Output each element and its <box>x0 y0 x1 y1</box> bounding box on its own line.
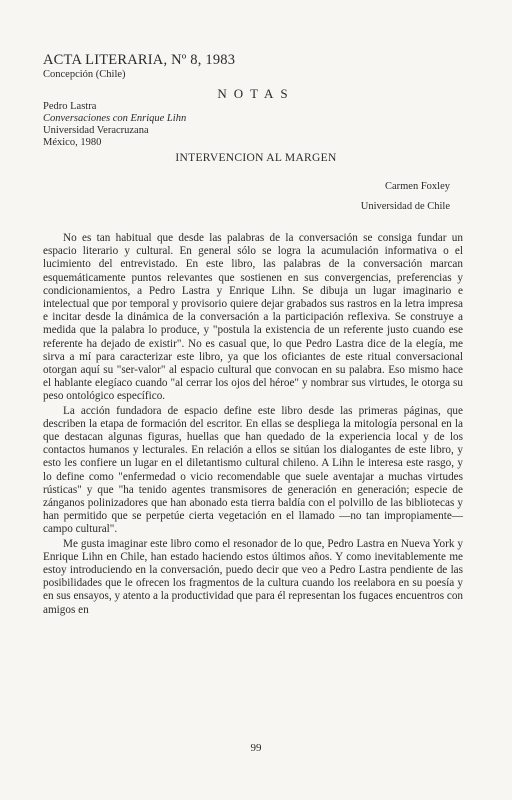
section-title: NOTAS <box>217 86 295 101</box>
page-number: 99 <box>250 742 262 754</box>
reference-author: Pedro Lastra <box>43 101 97 112</box>
journal-place: Concepción (Chile) <box>43 69 126 80</box>
article-title: INTERVENCION AL MARGEN <box>175 152 337 164</box>
reference-book: Conversaciones con Enrique Lihn <box>43 113 187 124</box>
paragraph: No es tan habitual que desde las palabras de la conversación se consiga fundar un espacio literario y cultural. En general sólo se logra la acumulación informativa o el lucimiento del entrevistado. En este libro, las palabras de la conversación marcan esquemáticamente puntos relevantes que sostienen en sus convergencias, preferencias y condicionamientos, a Pedro Lastra y Enrique Lihn. Se dibuja un lugar imaginario e intelectual que por temporal y provisorio quiere dejar grabados sus rastros en la letra impresa e incitar desde la dinámica de la conversación a la participación reflexiva. Se construye a medida que la palabra lo produce, y "postula la existencia de un referente justo cuando ese referente ha dejado de existir". No es casual que, lo que Pedro Lastra dice de la elegía, me sirva a mí para caracterizar este libro, ya que los oficiantes de este ritual conversacional otorgan aquí su "ser-valor" al espacio cultural que convocan en su palabra. Eso mismo hace el hablante elegíaco cuando "al cerrar los ojos del héroe" y nombrar sus virtudes, le otorga su peso ontológico específico. <box>43 232 463 403</box>
article-affiliation: Universidad de Chile <box>360 201 450 212</box>
article-author: Carmen Foxley <box>384 181 450 192</box>
reference-publisher: Universidad Veracruzana <box>43 125 149 136</box>
paragraph: Me gusta imaginar este libro como el resonador de lo que, Pedro Lastra en Nueva York y Enrique Lihn en Chile, han estado haciendo estos últimos años. Y como inevitablemente me estoy introduciendo en la conversación, puedo decir que veo a Pedro Lastra pendiente de las posibilidades que le ofrecen los fragmentos de la cultura cuando los reelabora en su poesía y en sus ensayos, y atento a la productividad que para él representan los fugaces encuentros con amigos en <box>43 537 464 616</box>
article-body <box>43 232 463 617</box>
journal-header: ACTA LITERARIA, Nº 8, 1983 <box>43 52 236 68</box>
paragraph: La acción fundadora de espacio define este libro desde las primeras páginas, que describen la etapa de formación del escritor. En ellas se despliega la mitología personal en la que destacan algunas figuras, huellas que han quedado de la experiencia local y de los contactos humanos y lecturales. En relación a ellos se sitúan los dialogantes de este libro, y esto les confiere un lugar en el diletantismo cultural chileno. A Lihn le interesa este rasgo, y lo define como "enfermedad o vicio recomendable que suele aventajar a muchas virtudes rústicas" y que "ha tenido agentes transmisores de generación en generación; especie de zánganos polinizadores que han abonado esta tierra baldía con el polvillo de las bibliotecas y han permitido que se perpetúe cierta vegetación en el llamado —no tan impropiamente— campo cultural". <box>43 404 463 536</box>
reference-place-year: México, 1980 <box>43 137 102 148</box>
